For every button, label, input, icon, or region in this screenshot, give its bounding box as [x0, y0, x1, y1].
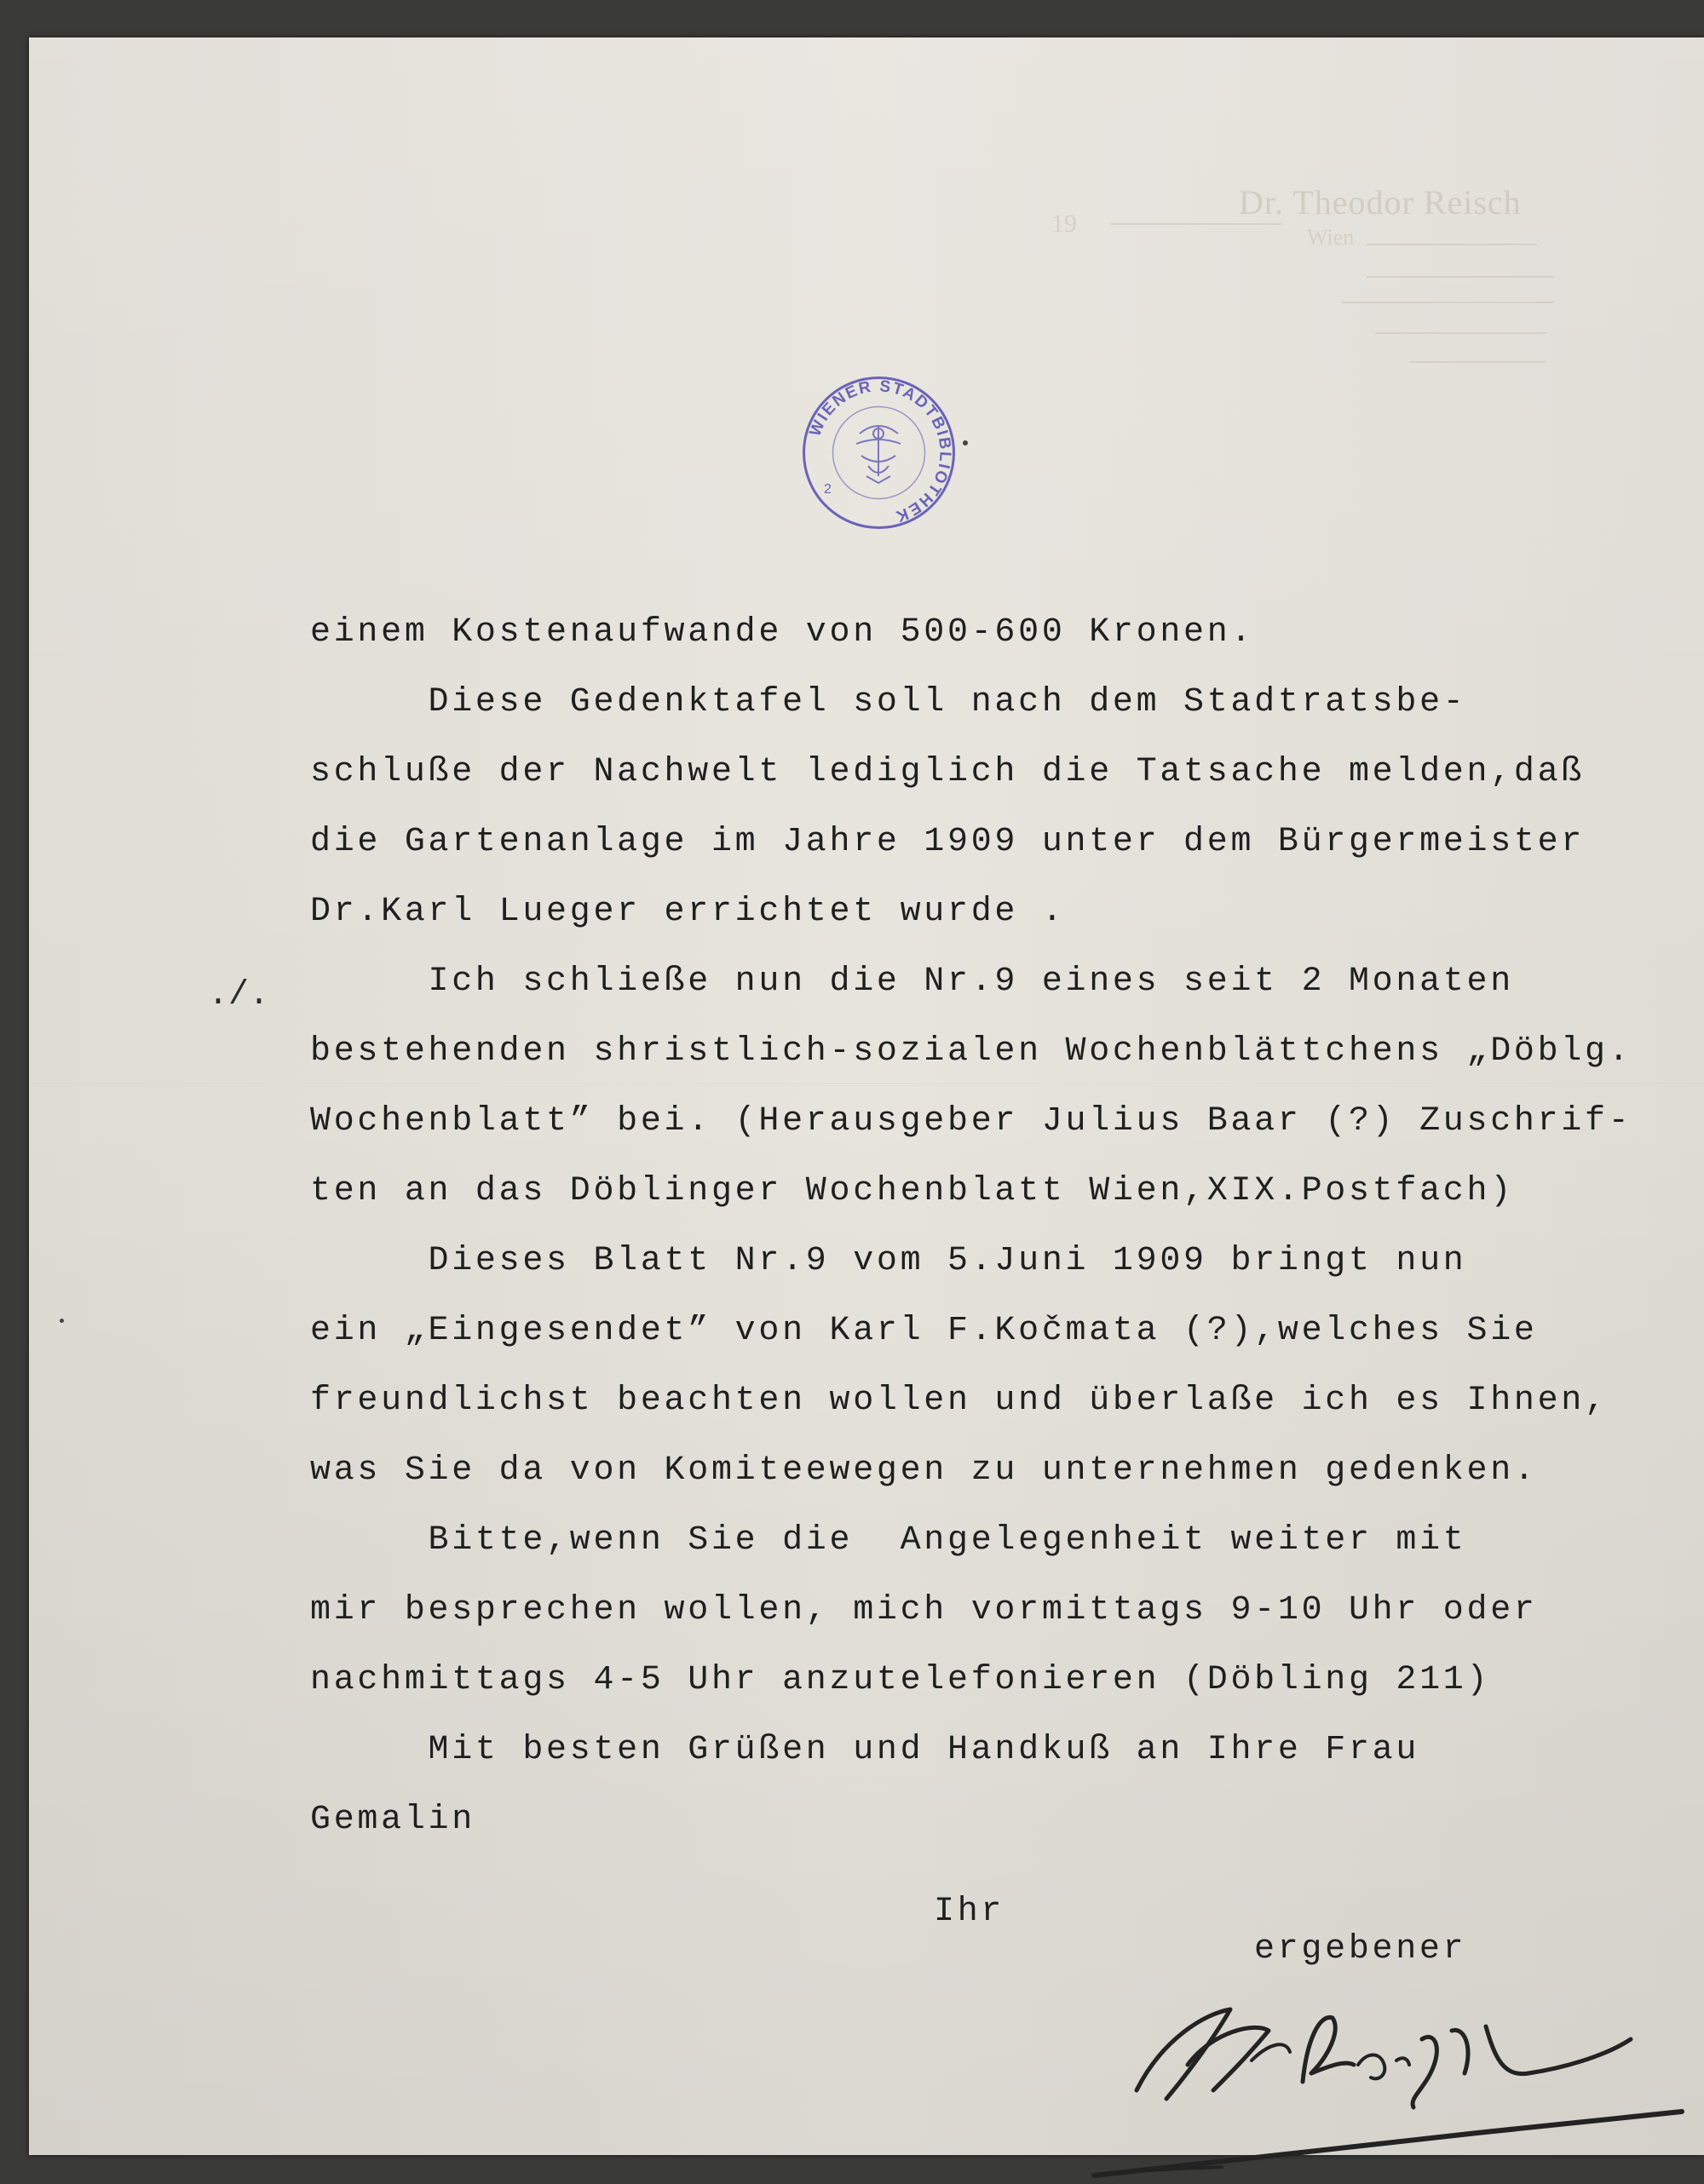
paper-fold [29, 1083, 1704, 1086]
letterhead-rule [1367, 244, 1537, 245]
text-line: ten an das Döblinger Wochenblatt Wien,XIX.Postfach) [310, 1172, 1514, 1210]
ink-speck [60, 1319, 64, 1323]
text-line: einem Kostenaufwande von 500-600 Kronen. [310, 613, 1255, 652]
stamp-eagle-icon [856, 425, 901, 483]
text-line: bestehenden shristlich-sozialen Wochenblättchens „Döblg. [310, 1032, 1632, 1071]
letterhead-rule [1341, 302, 1554, 303]
letterhead-rule [1375, 332, 1546, 334]
text-line: schluße der Nachwelt lediglich die Tatsache melden,daß [310, 753, 1586, 791]
text-line: mir besprechen wollen, mich vormittags 9-10 Uhr oder [310, 1591, 1538, 1629]
text-line: freundlichst beachten wollen und überlaße ich es Ihnen, [310, 1382, 1609, 1420]
letterhead-place: Wien [1307, 225, 1355, 250]
letterhead-name: Dr. Theodor Reisch [1239, 183, 1522, 221]
text-line: Dr.Karl Lueger errichtet wurde . [310, 893, 1066, 931]
text-line: Bitte,wenn Sie die Angelegenheit weiter mit [310, 1521, 1467, 1560]
text-line: Mit besten Grüßen und Handkuß an Ihre Frau [310, 1731, 1420, 1769]
letterhead-rule [1111, 223, 1281, 225]
closing-ergebener: ergebener [1254, 1930, 1467, 1968]
letterhead-year: 19 [1051, 210, 1077, 238]
text-line: Dieses Blatt Nr.9 vom 5.Juni 1909 bringt nun [310, 1242, 1467, 1280]
text-line: ein „Eingesendet” von Karl F.Kočmata (?),welches Sie [310, 1312, 1538, 1350]
letter-page [29, 37, 1704, 2155]
faint-letterhead [1051, 165, 1682, 404]
text-line: Diese Gedenktafel soll nach dem Stadtratsbe- [310, 683, 1467, 721]
svg-text:WIENER STADTBIBLIOTHEK [806, 377, 953, 526]
stamp-number: 2 [824, 482, 832, 497]
stamp-text: WIENER STADTBIBLIOTHEK [806, 377, 954, 526]
text-line: Ich schließe nun die Nr.9 eines seit 2 Monaten [310, 963, 1514, 1001]
library-stamp [800, 374, 958, 532]
text-line: Wochenblatt” bei. (Herausgeber Julius Baar (?) Zuschrif- [310, 1102, 1632, 1141]
text-line: was Sie da von Komiteewegen zu unternehmen gedenken. [310, 1451, 1538, 1490]
closing-ihr: Ihr [934, 1893, 1005, 1931]
letterhead-rule [1409, 361, 1546, 363]
text-line: Gemalin [310, 1801, 475, 1839]
letterhead-rule [1367, 276, 1554, 278]
text-line: nachmittags 4-5 Uhr anzutelefonieren (Döbling 211) [310, 1661, 1491, 1699]
ink-speck [963, 440, 968, 445]
text-line: die Gartenanlage im Jahre 1909 unter dem Bürgermeister [310, 823, 1586, 861]
margin-enclosure-mark: ./. [208, 976, 270, 1014]
handwritten-signature [1085, 1980, 1699, 2184]
